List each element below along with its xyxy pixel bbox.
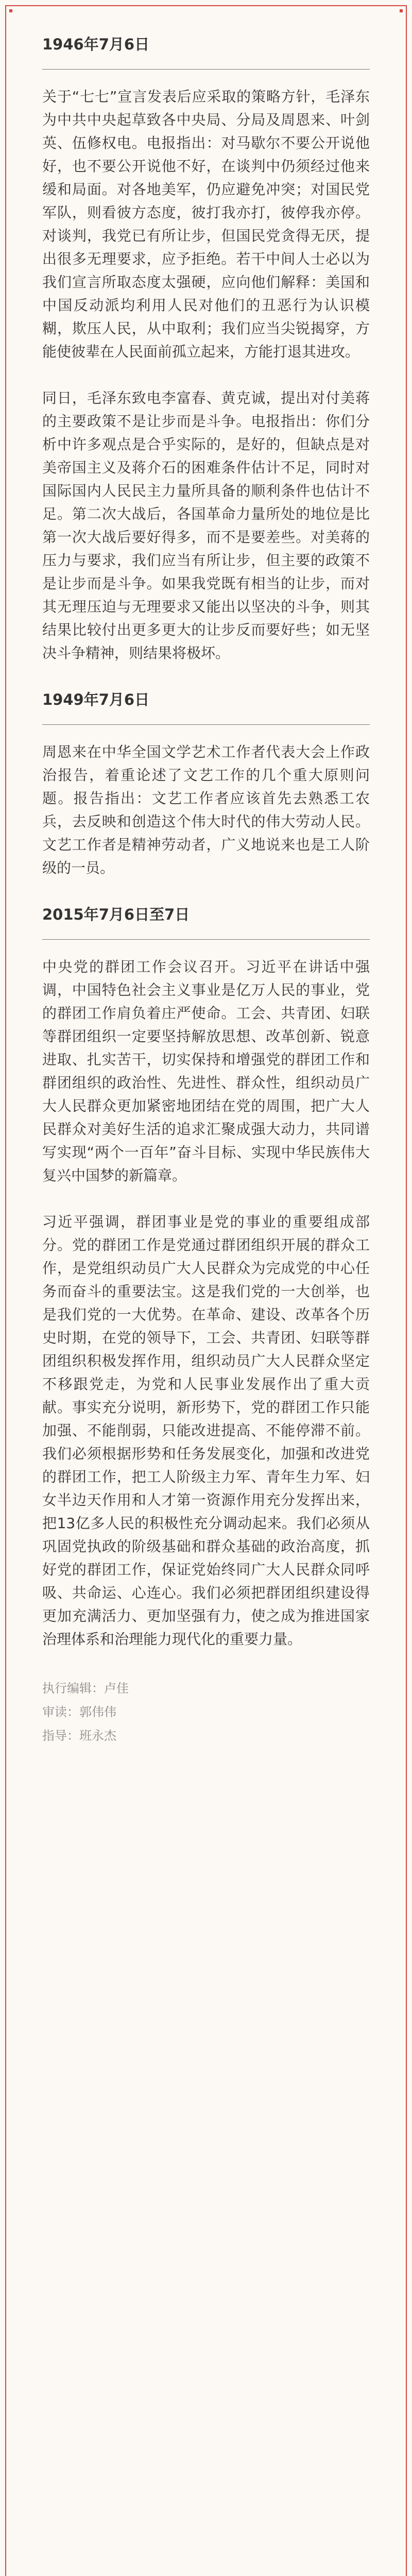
corner-ornament-top-left bbox=[9, 9, 12, 12]
credit-supervisor: 指导：班永杰 bbox=[42, 1728, 116, 1743]
section-divider bbox=[42, 69, 370, 70]
paragraph: 中央党的群团工作会议召开。习近平在讲话中强调，中国特色社会主义事业是亿万人民的事业，党的群团工作肩负着庄严使命。工会、共青团、妇联等群团组织一定要坚持解放思想、改革创新、锐意进取、扎实苦干，切实保持和增强党的群团工作和群团组织的政治性、先进性、群众性，组织动员广大人民群众更加紧密地团结在党的周围，把广大人民群众对美好生活的追求汇聚成强大动力，共同谱写实现“两个一百年”奋斗目标、实现中华民族伟大复兴中国梦的新篇章。 bbox=[42, 958, 370, 1184]
section-date: 1949年7月6日 bbox=[42, 691, 150, 708]
article-content bbox=[42, 35, 370, 1748]
section-2015 bbox=[42, 905, 370, 1651]
paragraph: 关于“七七”宣言发表后应采取的策略方针，毛泽东为中共中央起草致各中央局、分局及周恩来、叶剑英、伍修权电。电报指出：对马歇尔不要公开说他好，也不要公开说他不好，在谈判中仍须经过他来缓和局面。对各地美军，仍应避免冲突；对国民党军队，则看彼方态度，彼打我亦打，彼停我亦停。对谈判，我党已有所让步，但国民党贪得无厌，提出很多无理要求，应予拒绝。若干中间人士必以为我们宣言所取态度太强硬，应向他们解释：美国和中国反动派均利用人民对他们的丑恶行为认识模糊，欺压人民，从中取利；我们应当尖锐揭穿，方能使彼辈在人民面前孤立起来，方能打退其进攻。 bbox=[42, 88, 370, 360]
section-date: 1946年7月6日 bbox=[42, 36, 150, 53]
corner-ornament-top-right bbox=[400, 9, 403, 12]
credit-executive-editor: 执行编辑：卢佳 bbox=[42, 1681, 129, 1696]
section-date: 2015年7月6日至7日 bbox=[42, 906, 190, 923]
section-1949 bbox=[42, 690, 370, 879]
paragraph: 同日，毛泽东致电李富春、黄克诚，提出对付美蒋的主要政策不是让步而是斗争。电报指出：你们分析中许多观点是合乎实际的，是好的，但缺点是对美帝国主义及蒋介石的困难条件估计不足，同时对国际国内人民民主力量所具备的顺利条件也估计不足。第二次大战后，各国革命力量所处的地位是比第一次大战后要好得多，而不是要差些。对美蒋的压力与要求，我们应当有所让步，但主要的政策不是让步而是斗争。如果我党既有相当的让步，而对其无理压迫与无理要求又能出以坚决的斗争，则其结果比较付出更多更大的让步反而要好些；如无坚决斗争精神，则结果将极坏。 bbox=[42, 389, 370, 662]
editor-credits bbox=[42, 1676, 370, 1748]
credit-reviewer: 审读：郭伟伟 bbox=[42, 1705, 116, 1719]
section-divider bbox=[42, 939, 370, 940]
section-divider bbox=[42, 724, 370, 725]
section-1946 bbox=[42, 35, 370, 665]
paragraph: 周恩来在中华全国文学艺术工作者代表大会上作政治报告，着重论述了文艺工作的几个重大原则问题。报告指出：文艺工作者应该首先去熟悉工农兵，去反映和创造这个伟大时代的伟大劳动人民。文艺工作者是精神劳动者，广义地说来也是工人阶级的一员。 bbox=[42, 743, 370, 876]
paragraph: 习近平强调，群团事业是党的事业的重要组成部分。党的群团工作是党通过群团组织开展的群众工作，是党组织动员广大人民群众为完成党的中心任务而奋斗的重要法宝。这是我们党的一大创举，也是我们党的一大优势。在革命、建设、改革各个历史时期，在党的领导下，工会、共青团、妇联等群团组织积极发挥作用，组织动员广大人民群众坚定不移跟党走，为党和人民事业发展作出了重大贡献。事实充分说明，新形势下，党的群团工作只能加强、不能削弱，只能改进提高、不能停滞不前。我们必须根据形势和任务发展变化，加强和改进党的群团工作，把工人阶级主力军、青年生力军、妇女半边天作用和人才第一资源作用充分发挥出来，把13亿多人民的积极性充分调动起来。我们必须从巩固党执政的阶级基础和群众基础的政治高度，抓好党的群团工作，保证党始终同广大人民群众同呼吸、共命运、心连心。我们必须把群团组织建设得更加充满活力、更加坚强有力，使之成为推进国家治理体系和治理能力现代化的重要力量。 bbox=[42, 1213, 370, 1648]
